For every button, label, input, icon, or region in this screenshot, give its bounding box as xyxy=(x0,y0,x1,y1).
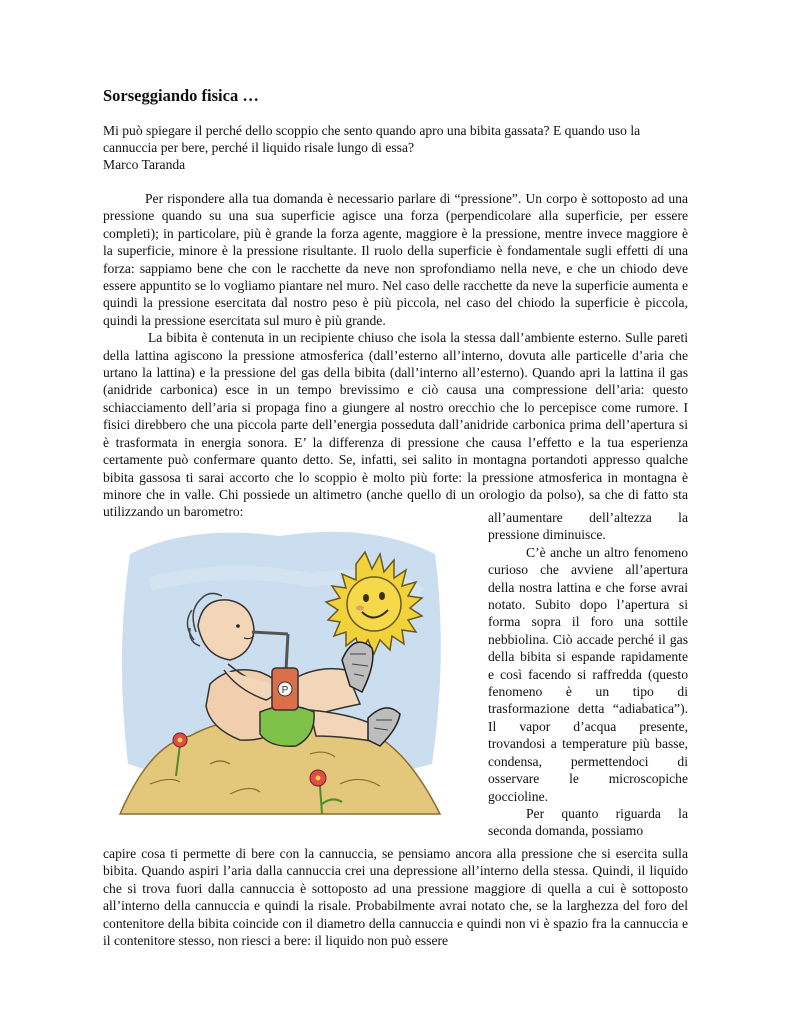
can-logo-letter: P xyxy=(281,685,289,696)
cartoon-illustration xyxy=(110,514,450,824)
article-title: Sorseggiando fisica … xyxy=(103,86,259,105)
side-paragraph-straw-intro: Per quanto riguarda la seconda domanda, possiamo xyxy=(488,805,688,839)
article-body-top xyxy=(103,190,688,521)
question-text: Mi può spiegare il perché dello scoppio che sento quando apro una bibita gassata? E quando uso la cannuccia per bere, perché il liquido risale lungo di essa? xyxy=(103,123,641,155)
paragraph-can: La bibita è contenuta in un recipiente chiuso che isola la stessa dall’ambiente esterno. Sulle pareti della lattina agiscono la pressione atmosferica (dall’esterno all’interno, dovuta alle particelle d’aria che urtano la lattina) e la pressione del gas della bibita (dall’interno all’esterno). Quando apri la lattina il gas (anidride carbonica) esce in un tempo brevissimo e ciò causa una compressione dell’aria: questo schiacciamento dell’aria si propaga fino a giungere al nostro orecchio che lo percepisce come rumore. I fisici direbbero che una piccola parte dell’energia posseduta dall’anidride carbonica prima dell’apertura si è trasformata in energia sonora. E’ la differenza di pressione che causa l’effetto e la tua esperienza certamente può confermare quanto detto. Se, infatti, sei salito in montagna portandoti appresso qualche bibita gassosa ti sarai accorto che lo scoppio è molto più forte: la pressione atmosferica in montagna è minore che in valle. Chi possiede un altimetro (anche quello di un orologio da polso), sa che di fatto sta utilizzando un barometro: xyxy=(103,330,688,520)
question-author: Marco Taranda xyxy=(103,157,186,172)
paragraph-pressure: Per rispondere alla tua domanda è necessario parlare di “pressione”. Un corpo è sottoposto ad una pressione quando su una sua superficie agisce una forza (perpendicolare alla superficie, per essere completi); in particolare, più è grande la forza agente, maggiore è la pressione, mentre invece maggiore è la superficie, minore è la pressione risultante. Il ruolo della superficie è fondamentale sugli effetti di una forza: sappiamo bene che con le racchette da neve non sprofondiamo nella neve, e che un chiodo deve essere appuntito se lo vogliamo piantare nel muro. Nel caso delle racchette da neve la superficie aumenta e quindi la pressione esercitata dal nostro peso è più piccola, nel caso del chiodo la superficie è piccola, quindi la pressione esercitata sul muro è più grande. xyxy=(103,191,688,328)
reader-question xyxy=(103,122,693,173)
paragraph-straw: capire cosa ti permette di bere con la cannuccia, se pensiamo ancora alla pressione che si esercita sulla bibita. Quando aspiri l’aria dalla cannuccia crei una depressione all’interno della stessa. Quindi, il liquido che si trova fuori dalla cannuccia è sottoposto ad una pressione maggiore di quella a cui è sottoposto all’interno della cannuccia e quindi la risale. Probabilmente avrai notato che, se la larghezza del foro del contenitore della bibita coincide con il diametro della cannuccia e quindi non vi è spazio fra la cannuccia e il contenitore stesso, non riesci a bere: il liquido non può essere xyxy=(103,846,688,949)
soda-can-icon xyxy=(272,668,298,710)
side-paragraph-mist: C’è anche un altro fenomeno curioso che avviene all’apertura della nostra lattina e che forse avrai notato. Subito dopo l’apertura si forma sopra il foro una sottile nebbiolina. Ciò accade perché il gas della bibita si espande rapidamente e così facendo si raffredda (questo fenomeno è un tipo di trasformazione detta “adiabatica”). Il vapor d’acqua presente, trovandosi a temperature più basse, condensa, permettendoci di osservare le microscopiche goccioline. xyxy=(488,544,688,804)
side-paragraph-altimeter: all’aumentare dell’altezza la pressione diminuisce. xyxy=(488,510,688,543)
man-drinking-soda-icon xyxy=(110,514,450,824)
article-side-column xyxy=(488,509,688,840)
